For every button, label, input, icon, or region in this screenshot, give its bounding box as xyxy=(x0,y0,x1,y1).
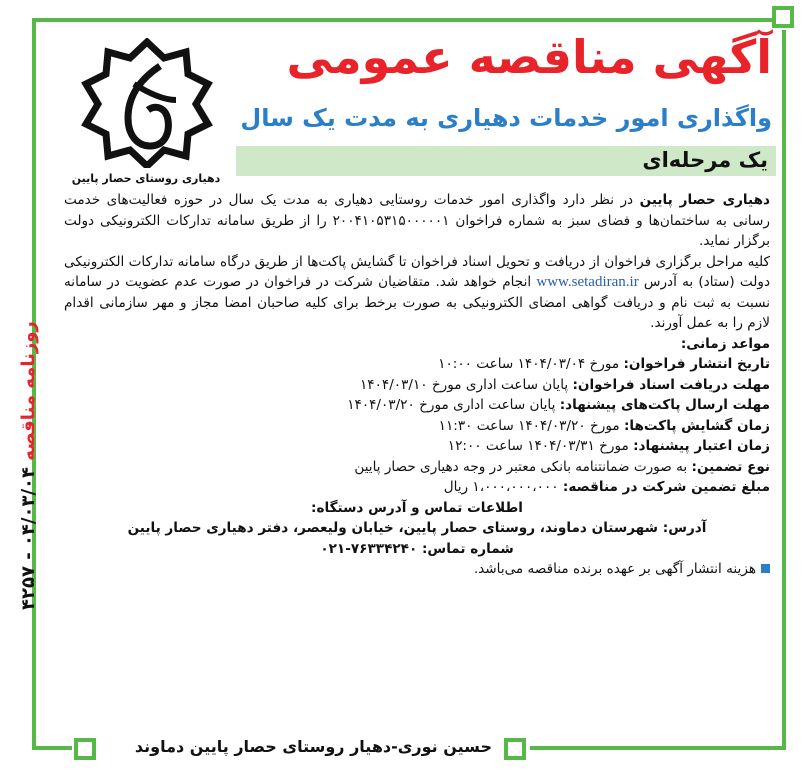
schedule-row xyxy=(64,354,770,375)
intro-paragraph xyxy=(64,190,770,252)
fee-note xyxy=(64,559,770,580)
frame-top-line xyxy=(32,18,776,22)
schedule-row xyxy=(64,375,770,396)
intro-lead: دهیاری حصار پایین xyxy=(639,192,770,208)
schedule-value: پایان ساعت اداری مورخ ۱۴۰۴/۰۳/۱۰ xyxy=(360,376,573,393)
stage-label: یک مرحله‌ای xyxy=(642,148,768,172)
schedule-heading: مواعد زمانی: xyxy=(680,335,770,352)
schedule-label: مهلت ارسال پاکت‌های پیشنهاد: xyxy=(559,397,770,413)
intro-text: در نظر دارد واگذاری امور خدمات روستایی دهیاری به مدت یک سال در حوزه فعالیت‌های خدمت رسانی به ساختمان‌ها و فضای سبز به شماره فراخوان ۲۰۰۴۱۰۵۳۱۵۰۰۰۰۰۱ را از طریق سامانه تدارکات الکترونیکی دولت برگزار نماید. xyxy=(64,192,770,249)
schedule-value: به صورت ضمانتنامه بانکی معتبر در وجه دهیاری حصار پایین xyxy=(354,458,692,475)
schedule-label: مبلغ تضمین شرکت در مناقصه: xyxy=(562,479,770,495)
process-text-b: انجام خواهد شد. متقاضیان شرکت در فراخوان در صورت عدم عضویت در سامانه نسبت به ثبت نام و دریافت گواهی امضای الکترونیکی به صورت برخط برای کلیه صاحبان امضا مجاز و مهر سازمانی اقدام لازم را به عمل آورند. xyxy=(64,274,770,331)
bullet-square-icon xyxy=(761,564,770,573)
fee-note-text: هزینه انتشار آگهی بر عهده برنده مناقصه می‌باشد. xyxy=(473,561,756,577)
frame-bottom-line-left xyxy=(32,746,72,750)
ad-body xyxy=(64,190,770,580)
process-paragraph xyxy=(64,252,770,334)
schedule-row xyxy=(64,436,770,457)
schedule-label: زمان گشایش پاکت‌ها: xyxy=(623,417,770,434)
contact-heading: اطلاعات تماس و آدرس دستگاه: xyxy=(311,499,523,516)
schedule-value: مورخ ۱۴۰۴/۰۳/۳۱ ساعت ۱۲:۰۰ xyxy=(447,438,634,454)
logo-caption: دهیاری روستای حصار پایین xyxy=(71,172,221,185)
schedule-value: مورخ ۱۴۰۴/۰۳/۰۴ ساعت ۱۰:۰۰ xyxy=(438,356,624,372)
schedule-row xyxy=(64,477,770,498)
side-newspaper-tag xyxy=(18,321,39,610)
dehyari-logo xyxy=(72,38,222,168)
side-brand: روزنامه مناقصه xyxy=(18,321,39,461)
schedule-label: تاریخ انتشار فراخوان: xyxy=(623,356,770,372)
contact-address: آدرس: شهرستان دماوند، روستای حصار پایین، خیابان ولیعصر، دفتر دهیاری حصار پایین xyxy=(127,520,707,536)
frame-bottom-line-right xyxy=(530,746,786,750)
ad-title: آگهی مناقصه عمومی xyxy=(286,30,772,84)
schedule-row xyxy=(64,416,770,437)
corner-box-top-right xyxy=(772,6,794,28)
schedule-label: نوع تضمین: xyxy=(691,458,770,475)
corner-box-bottom-center xyxy=(504,738,526,760)
footer-signature: حسین نوری-دهیار روستای حصار پایین دماوند xyxy=(134,737,492,756)
schedule-value: پایان ساعت اداری مورخ ۱۴۰۴/۰۳/۲۰ xyxy=(347,397,560,413)
corner-box-bottom-left xyxy=(74,738,96,760)
frame-right-line xyxy=(782,30,786,748)
schedule-row xyxy=(64,395,770,416)
schedule-row xyxy=(64,457,770,478)
side-issue-date: ۴۲۵۷ - ۰۴/۰۳/۰۴ xyxy=(18,466,39,610)
ad-subtitle: واگذاری امور خدمات دهیاری به مدت یک سال xyxy=(240,104,772,132)
schedule-value: ۱،۰۰۰،۰۰۰،۰۰۰ ریال xyxy=(443,479,563,495)
process-text-a: کلیه مراحل برگزاری فراخوان از دریافت و تحویل اسناد فراخوان تا گشایش پاکت‌ها از طریق درگاه سامانه تدارکات الکترونیکی دولت (ستاد) به آدرس xyxy=(64,253,770,290)
contact-phone: شماره تماس: ۷۶۳۳۴۲۴۰-۰۲۱ xyxy=(320,540,514,557)
schedule-value: مورخ ۱۴۰۴/۰۳/۲۰ ساعت ۱۱:۳۰ xyxy=(438,417,624,434)
schedule-label: مهلت دریافت اسناد فراخوان: xyxy=(572,376,770,393)
setad-link[interactable]: www.setadiran.ir xyxy=(536,274,639,290)
schedule-label: زمان اعتبار پیشنهاد: xyxy=(633,438,770,454)
